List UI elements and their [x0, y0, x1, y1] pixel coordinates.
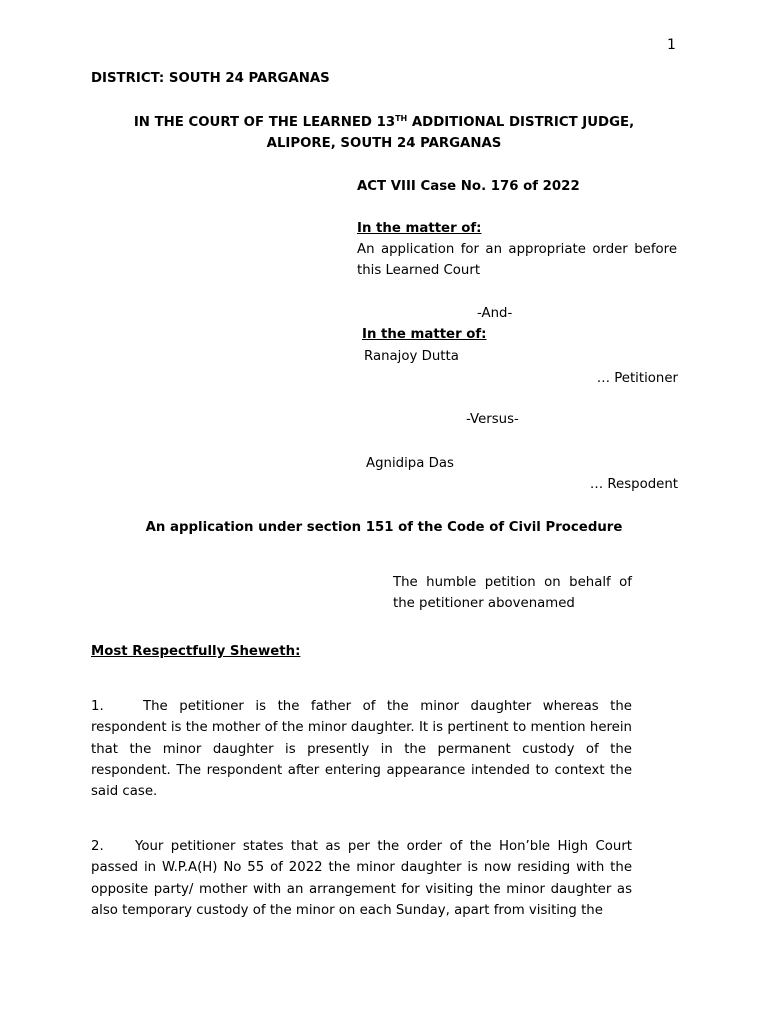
respondent-role: … Respodent: [589, 477, 678, 492]
court-line1-pre: IN THE COURT OF THE LEARNED 13: [133, 115, 396, 130]
court-heading-line1: [0, 115, 768, 130]
and-separator: -And-: [477, 306, 513, 321]
versus-separator: -Versus-: [466, 412, 519, 427]
paragraph-1: [91, 696, 632, 802]
matter1-text: An application for an appropriate order before this Learned Court: [357, 242, 677, 279]
page-number: 1: [667, 37, 676, 53]
district-heading: DISTRICT: SOUTH 24 PARGANAS: [91, 71, 330, 86]
application-title: An application under section 151 of the Code of Civil Procedure: [145, 520, 623, 535]
petitioner-name: Ranajoy Dutta: [364, 349, 459, 364]
humble-petition: The humble petition on behalf of the petitioner abovenamed: [393, 575, 632, 612]
court-line1-post: ADDITIONAL DISTRICT JUDGE,: [407, 115, 635, 130]
petitioner-role: … Petitioner: [596, 371, 678, 386]
matter1-heading: In the matter of:: [357, 221, 482, 236]
court-line1-sup: TH: [395, 114, 408, 123]
paragraph-2: [91, 836, 632, 921]
case-number: ACT VIII Case No. 176 of 2022: [357, 179, 580, 194]
paragraph-1-text: The petitioner is the father of the minor daughter whereas the respondent is the mother of the minor daughter. It is pertinent to mention herein that the minor daughter is presently in the permanent custody of the respondent. The respondent after entering appearance intended to context the said case.: [91, 699, 632, 800]
paragraph-2-number: 2.: [91, 839, 104, 854]
respondent-name: Agnidipa Das: [366, 456, 454, 471]
paragraph-1-number: 1.: [91, 699, 104, 714]
paragraph-2-text: Your petitioner states that as per the order of the Hon’ble High Court passed in W.P.A(H) No 55 of 2022 the minor daughter is now residing with the opposite party/ mother with an arrangement for visiting the minor daughter as also temporary custody of the minor on each Sunday, apart from visiting the: [91, 839, 632, 918]
sheweth-heading: Most Respectfully Sheweth:: [91, 644, 301, 659]
matter2-heading: In the matter of:: [362, 327, 487, 342]
court-heading-line2: ALIPORE, SOUTH 24 PARGANAS: [266, 136, 502, 151]
